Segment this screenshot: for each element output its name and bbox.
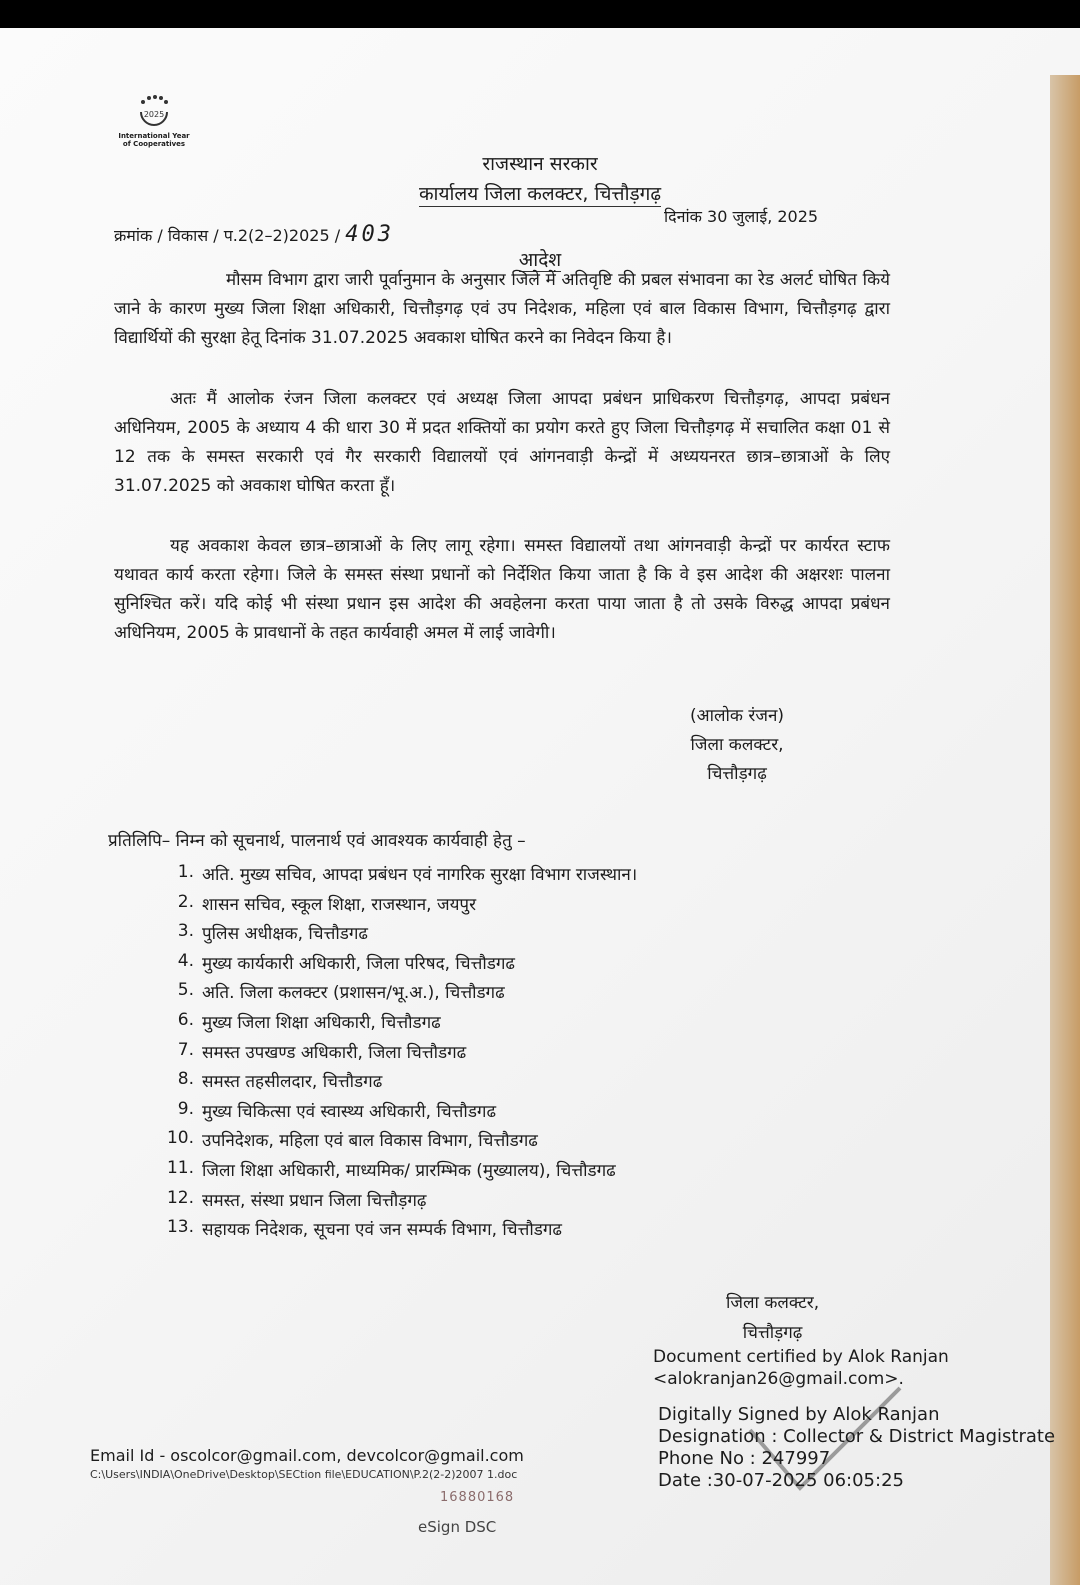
certification-email: <alokranjan26@gmail.com>. (653, 1369, 904, 1389)
list-item: 1. अति. मुख्य सचिव, आपदा प्रबंधन एवं नागरिक सुरक्षा विभाग राजस्थान। (177, 862, 638, 885)
order-title: आदेश (518, 249, 562, 271)
order-date: दिनांक 30 जुलाई, 2025 (664, 207, 819, 226)
document-number: 16880168 (440, 1490, 515, 1505)
certification-line-1: Document certified by Alok Ranjan (653, 1347, 949, 1367)
list-item: 9. मुख्य चिकित्सा एवं स्वास्थ्य अधिकारी, चित्तौडगढ (177, 1098, 497, 1122)
digital-signature-block (658, 1404, 1055, 1492)
signatory-place: चित्तौड़गढ़ (707, 764, 767, 784)
paragraph-2: अतः मैं आलोक रंजन जिला कलक्टर एवं अध्यक्ष जिला आपदा प्रबंधन प्राधिकरण चित्तौड़गढ़, आपदा प्रबंधन अधिनियम, 2005 के अध्याय 4 की धारा 30 में प्रदत शक्तियों का प्रयोग करते हुए जिला चित्तौड़गढ़ में सचालित कक्षा 01 से 12 तक के समस्त सरकारी एवं गैर सरकारी विद्यालयों एवं आंगनवाड़ी केन्द्रों में अध्ययनरत छात्र–छात्राओं के लिए 31.07.2025 को अवकाश घोषित करता हूँ। (114, 389, 890, 496)
esign-label: eSign DSC (418, 1518, 497, 1536)
list-item: 7. समस्त उपखण्ड अधिकारी, जिला चित्तौडगढ (177, 1039, 467, 1063)
reference-number (114, 222, 394, 247)
footer-email: Email Id - oscolcor@gmail.com, devcolcor@gmail.com (90, 1446, 524, 1465)
dsign-line-1: Digitally Signed by Alok Ranjan (658, 1404, 940, 1425)
list-item: 11. जिला शिक्षा अधिकारी, माध्यमिक/ प्रारम्भिक (मुख्यालय), चित्तौडगढ (166, 1157, 616, 1181)
signatory-designation: जिला कलक्टर, (690, 735, 784, 755)
list-item: 2. शासन सचिव, स्कूल शिक्षा, राजस्थान, जयपुर (177, 891, 477, 915)
svg-text:2025: 2025 (143, 110, 165, 119)
logo-caption-1: International Year (118, 132, 190, 140)
page-edge-background (1050, 75, 1080, 1585)
dsign-line-2: Designation : Collector & District Magistrate (658, 1426, 1056, 1447)
closing-designation: जिला कलक्टर, (726, 1293, 820, 1313)
paragraph-3: यह अवकाश केवल छात्र–छात्राओं के लिए लागू रहेगा। समस्त विद्यालयों तथा आंगनवाड़ी केन्द्रों पर कार्यरत स्टाफ यथावत कार्य करता रहेगा। जिले के समस्त संस्था प्रधानों को निर्देशित किया जाता है कि वे इस आदेश की अक्षरशः पालना सुनिश्चित करें। यदि कोई भी संस्था प्रधान इस आदेश की अवहेलना करता पाया जाता है तो उसके विरुद्ध आपदा प्रबंधन अधिनियम, 2005 के प्रावधानों के तहत कार्यवाही अमल में लाई जावेगी। (114, 536, 890, 643)
handwritten-number: 403 (345, 222, 394, 247)
office-heading: कार्यालय जिला कलक्टर, चित्तौड़गढ़ (418, 183, 662, 205)
copy-list (160, 862, 637, 1247)
dsign-line-4: Date :30-07-2025 06:05:25 (658, 1470, 904, 1491)
paragraph-1: मौसम विभाग द्वारा जारी पूर्वानुमान के अनुसार जिले में अतिवृष्टि की प्रबल संभावना का रेड अलर्ट घोषित किये जाने के कारण मुख्य जिला शिक्षा अधिकारी, चित्तौड़गढ़ एवं उप निदेशक, महिला एवं बाल विकास विभाग, चित्तौड़गढ़ द्वारा विद्यार्थियों की सुरक्षा हेतू दिनांक 31.07.2025 अवकाश घोषित करने का निवेदन किया है। (114, 270, 890, 348)
reference-prefix: क्रमांक / विकास / प.2(2–2)2025 / (114, 226, 341, 245)
list-item: 12. समस्त, संस्था प्रधान जिला चित्तौड़गढ़ (166, 1187, 427, 1211)
list-item: 13. सहायक निदेशक, सूचना एवं जन सम्पर्क विभाग, चित्तौडगढ (166, 1217, 562, 1241)
closing-signature (726, 1288, 819, 1348)
signatory-name: (आलोक रंजन) (690, 706, 785, 726)
list-item: 5. अति. जिला कलक्टर (प्रशासन/भू.अ.), चित्तौडगढ (177, 980, 505, 1004)
list-item: 10. उपनिदेशक, महिला एवं बाल विकास विभाग, चित्तौडगढ (166, 1128, 538, 1152)
dsign-line-3: Phone No : 247997 (658, 1448, 831, 1469)
list-item: 6. मुख्य जिला शिक्षा अधिकारी, चित्तौडगढ (177, 1009, 441, 1033)
closing-place: चित्तौड़गढ़ (742, 1323, 803, 1343)
footer-file-path: C:\Users\INDIA\OneDrive\Desktop\SECtion file\EDUCATION\P.2(2-2)2007 1.doc (90, 1468, 518, 1481)
government-heading: राजस्थान सरकार (482, 153, 598, 175)
list-item: 3. पुलिस अधीक्षक, चित्तौडगढ (177, 921, 368, 945)
list-item: 4. मुख्य कार्यकारी अधिकारी, जिला परिषद, चित्तौडगढ (177, 950, 515, 974)
top-black-bar (0, 0, 1080, 28)
logo-caption-2: of Cooperatives (122, 140, 186, 148)
signature-block (690, 702, 784, 789)
logo-emblem-icon (131, 92, 177, 132)
list-item: 8. समस्त तहसीलदार, चित्तौडगढ (177, 1069, 383, 1093)
cooperatives-year-logo (112, 92, 196, 148)
copy-heading: प्रतिलिपि– निम्न को सूचनार्थ, पालनार्थ एवं आवश्यक कार्यवाही हेतु – (108, 831, 526, 851)
